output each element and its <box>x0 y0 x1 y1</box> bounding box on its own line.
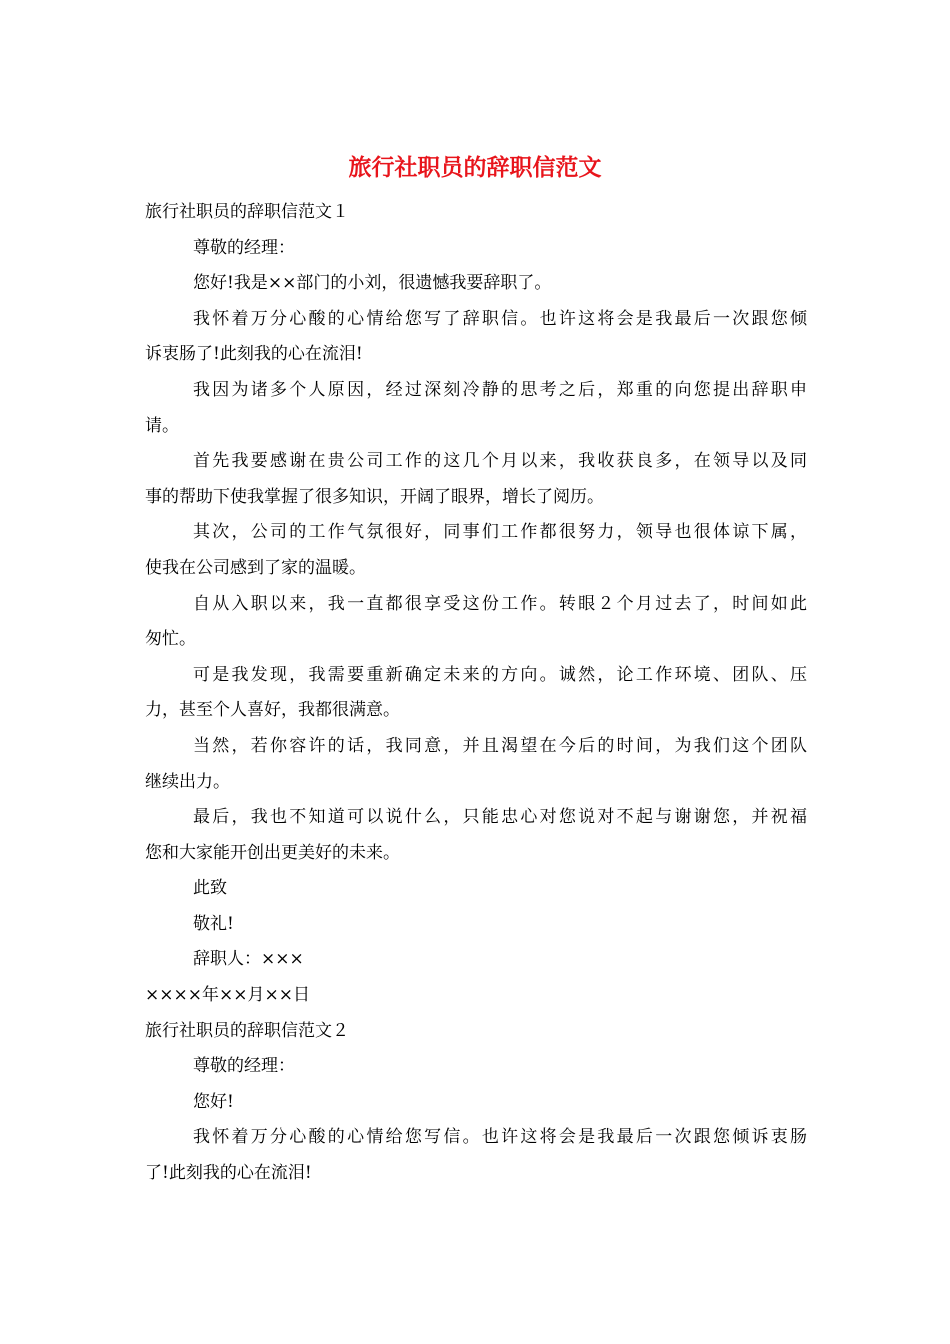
text-line: 可是我发现，我需要重新确定未来的方向。诚然，论工作环境、团队、压 <box>193 664 807 685</box>
text-line: 首先我要感谢在贵公司工作的这几个月以来，我收获良多，在领导以及同 <box>193 451 807 472</box>
text-line: 我怀着万分心酸的心情给您写信。也许这将会是我最后一次跟您倾诉衷肠 <box>193 1127 807 1148</box>
text-line: 此致 <box>193 878 227 899</box>
text-line: 匆忙。 <box>145 629 196 650</box>
text-line: 尊敬的经理： <box>193 237 295 258</box>
text-line: 您和大家能开创出更美好的未来。 <box>145 842 400 863</box>
text-line: 事的帮助下使我掌握了很多知识，开阔了眼界，增长了阅历。 <box>145 486 604 507</box>
text-line: 敬礼! <box>193 913 234 934</box>
text-line: 当然，若你容许的话，我同意，并且渴望在今后的时间，为我们这个团队 <box>193 735 807 756</box>
text-line: 其次，公司的工作气氛很好，同事们工作都很努力，领导也很体谅下属， <box>193 522 807 543</box>
text-line: 旅行社职员的辞职信范文２ <box>145 1020 349 1041</box>
text-line: 我因为诸多个人原因，经过深刻冷静的思考之后，郑重的向您提出辞职申 <box>193 379 807 400</box>
text-line: 诉衷肠了!此刻我的心在流泪! <box>145 344 363 365</box>
text-line: 您好! <box>193 1091 234 1112</box>
document-title: 旅行社职员的辞职信范文 <box>348 154 602 181</box>
text-line: 了!此刻我的心在流泪! <box>145 1163 312 1184</box>
text-line: 我怀着万分心酸的心情给您写了辞职信。也许这将会是我最后一次跟您倾 <box>193 308 807 329</box>
text-line: 继续出力。 <box>145 771 230 792</box>
text-line: 力，甚至个人喜好，我都很满意。 <box>145 700 400 721</box>
text-line: 使我在公司感到了家的温暖。 <box>145 557 366 578</box>
text-line: 辞职人：××× <box>193 949 304 970</box>
text-line: 最后，我也不知道可以说什么，只能忠心对您说对不起与谢谢您，并祝福 <box>193 807 807 828</box>
text-line: 您好!我是××部门的小刘，很遗憾我要辞职了。 <box>193 273 552 294</box>
text-line: 旅行社职员的辞职信范文１ <box>145 202 349 222</box>
text-line: 请。 <box>145 415 179 436</box>
document-body <box>145 195 807 1192</box>
text-line: 自从入职以来，我一直都很享受这份工作。转眼２个月过去了，时间如此 <box>193 593 807 614</box>
text-line: 尊敬的经理： <box>193 1056 295 1077</box>
text-line: ××××年××月××日 <box>145 985 310 1006</box>
